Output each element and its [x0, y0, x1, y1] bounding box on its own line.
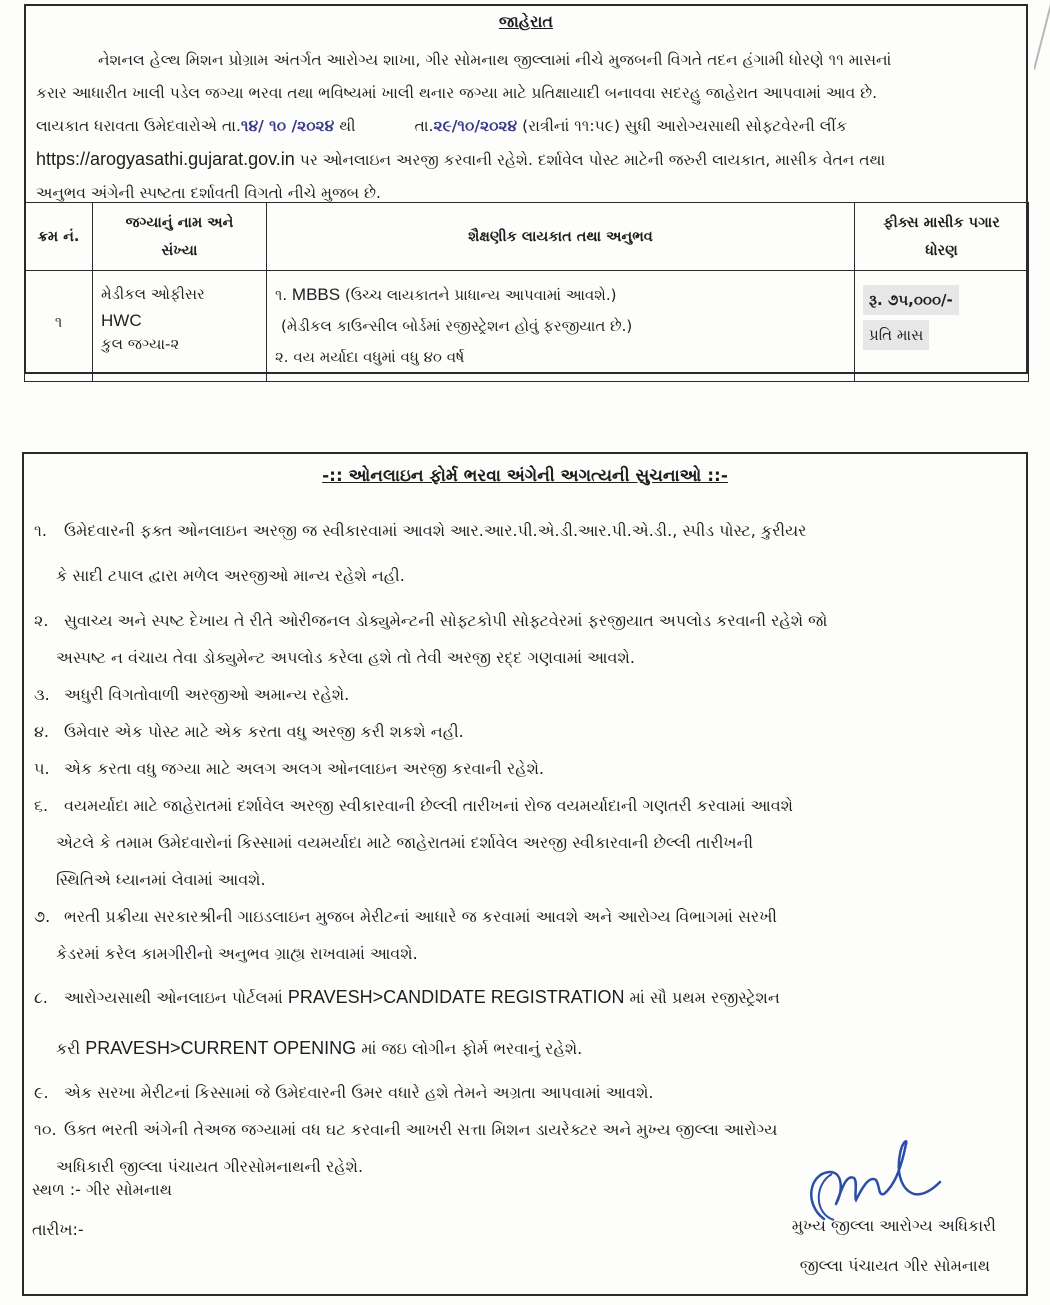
header-pay [855, 203, 1029, 271]
instruction-item [34, 750, 1024, 787]
row-pay [855, 271, 1029, 382]
header-post-line-1: જગ્યાનું નામ અને [125, 214, 234, 231]
instruction-text: એક સરખા મેરીટનાં કિસ્સામાં જે ઉમેદવારની ઉમર વધારે હશે તેમને અગ્રતા આપવામાં આવશે. [64, 1083, 654, 1102]
ad-line-3b: થી [339, 117, 356, 135]
qual-degree: MBBS [291, 285, 341, 304]
instruction-text: એટલે કે તમામ ઉમેદવારોનાં કિસ્સામાં વયમર્યાદા માટે જાહેરાતમાં દર્શાવેલ અરજી સ્વીકારવાની છેલ્લી તારીખની [56, 833, 754, 852]
signature-scribble [784, 1134, 944, 1224]
row-qualification [267, 271, 855, 382]
instruction-item [34, 787, 1024, 898]
instruction-item [34, 602, 1024, 676]
instruction-text: કે સાદી ટપાલ દ્વારા મળેલ અરજીઓ માન્ય રહેશે નહી. [56, 566, 405, 585]
instruction-number: ૬. [34, 796, 49, 815]
instruction-text: ઉક્ત ભરતી અંગેની તેઅજ જગ્યામાં વધ ઘટ કરવાની આખરી સત્તા મિશન ડાયરેક્ટર અને મુખ્ય જીલ્લા આરોગ્ય [64, 1120, 778, 1139]
qual-1-note: (ઉચ્ચ લાયકાતને પ્રાધાન્ય આપવામાં આવશે.) [344, 286, 617, 304]
post-code: HWC [101, 311, 142, 330]
instruction-text: આરોગ્યસાથી ઓનલાઇન પોર્ટલમાં PRAVESH>CANDIDATE REGISTRATION માં સૌ પ્રથમ રજીસ્ટ્રેશન [64, 987, 780, 1007]
instruction-item [34, 508, 1024, 598]
portal-url: https://arogyasathi.gujarat.gov.in [36, 149, 295, 169]
instruction-number: ૨. [34, 611, 49, 630]
row-serial: ૧ [25, 271, 93, 382]
row-post [93, 271, 267, 382]
table-row [25, 271, 1029, 382]
header-qualification: શૈક્ષણીક લાયકાત તથા અનુભવ [267, 203, 855, 271]
instruction-number: ૧. [34, 521, 47, 540]
advertisement-box [24, 4, 1028, 374]
instruction-text: અધિકારી જીલ્લા પંચાયત ગીરસોમનાથની રહેશે. [56, 1157, 364, 1176]
instruction-text: ભરતી પ્રક્રીયા સરકારશ્રીની ગાઇડલાઇન મુજબ મેરીટનાં આધારે જ કરવામાં આવશે અને આરોગ્ય વિભાગમાં સરખી [64, 907, 777, 926]
advertisement-paragraph [36, 44, 1020, 210]
start-date: ૧૪/ ૧૦ /૨૦૨૪ [240, 117, 335, 135]
date-label: તારીખ:- [32, 1220, 84, 1239]
instruction-text: સુવાચ્ય અને સ્પષ્ટ દેખાય તે રીતે ઓરીજનલ ડોક્યુમેન્ટની સોફ્ટકોપી સોફ્ટવેરમાં ફરજીયાત અપલોડ કરવાની રહેશે જો [64, 611, 828, 630]
instruction-text: ઉમેવાર એક પોસ્ટ માટે એક કરતા વધુ અરજી કરી શકશે નહી. [64, 722, 464, 741]
pay-amount: રૂ. ૭૫,૦૦૦/- [863, 285, 959, 315]
instructions-box [22, 452, 1028, 1296]
qual-age-limit: ૨. વય મર્યાદા વધુમાં વધુ ૪૦ વર્ષ [275, 348, 465, 366]
header-post [93, 203, 267, 271]
ad-line-4: પર ઓનલાઇન અરજી કરવાની રહેશે. દર્શાવેલ પોસ્ટ માટેની જરુરી લાયકાત, માસીક વેતન તથા [299, 151, 886, 169]
portal-path-opening: PRAVESH>CURRENT OPENING [85, 1038, 357, 1058]
ad-line-2: કરાર આધારીત ખાલી પડેલ જગ્યા ભરવા તથા ભવિષ્યમાં ખાલી થનાર જગ્યા માટે પ્રતિક્ષાયાદી બનાવવા સદરહુ જાહેરાત આપવામાં આવ છે. [36, 84, 878, 102]
instruction-text: એક કરતા વધુ જગ્યા માટે અલગ અલગ ઓનલાઇન અરજી કરવાની રહેશે. [64, 759, 545, 778]
instruction-text: ઉમેદવારની ફક્ત ઓનલાઇન અરજી જ સ્વીકારવામાં આવશે આર.આર.પી.એ.ડી.આર.પી.એ.ડી., સ્પીડ પોસ્ટ, કુરીયર [64, 521, 807, 540]
ad-line-3d: (રાત્રીનાં ૧૧:૫૯) સુધી આરોગ્યસાથી સોફ્ટવેરની લીંક [522, 117, 847, 135]
instruction-text: અસ્પષ્ટ ન વંચાય તેવા ડોક્યુમેન્ટ અપલોડ કરેલા હશે તો તેવી અરજી રદ્દ ગણવામાં આવશે. [56, 648, 635, 667]
instruction-text: કરી PRAVESH>CURRENT OPENING માં જઇ લોગીન ફોર્મ ભરવાનું રહેશે. [56, 1038, 583, 1058]
instruction-number: ૮. [34, 988, 48, 1007]
ad-line-3a: લાયકાત ધરાવતા ઉમેદવારોએ તા. [36, 117, 241, 135]
place-label: સ્થળ :- ગીર સોમનાથ [32, 1180, 172, 1199]
ad-line-3c: તા. [414, 117, 434, 135]
instruction-item [34, 1074, 1024, 1111]
portal-path-registration: PRAVESH>CANDIDATE REGISTRATION [287, 987, 625, 1007]
instruction-number: ૪. [34, 722, 50, 741]
instruction-number: ૩. [34, 685, 50, 704]
instruction-item [34, 898, 1024, 972]
post-count: કુલ જગ્યા-૨ [101, 335, 180, 353]
instruction-text: કેડરમાં કરેલ કામગીરીનો અનુભવ ગ્રાહ્ય રાખવામાં આવશે. [56, 944, 418, 963]
header-serial: ક્રમ નં. [25, 203, 93, 271]
end-date: ૨૯/૧૦/૨૦૨૪ [433, 117, 518, 135]
ad-line-1: નેશનલ હેલ્થ મિશન પ્રોગ્રામ અંતર્ગત આરોગ્ય શાખા, ગીર સોમનાથ જીલ્લામાં નીચે મુજબની વિગતે તદન હંગામી ધોરણે ૧૧ માસનાં [98, 51, 892, 69]
instruction-text: વયમર્યાદા માટે જાહેરાતમાં દર્શાવેલ અરજી સ્વીકારવાની છેલ્લી તારીખનાં રોજ વયમર્યાદાની ગણતરી કરવામાં આવશે [64, 796, 794, 815]
qual-1-prefix: ૧. [275, 286, 288, 304]
instruction-item [34, 676, 1024, 713]
instructions-list [34, 508, 1024, 1185]
instruction-item [34, 713, 1024, 750]
instruction-text: અધુરી વિગતોવાળી અરજીઓ અમાન્ય રહેશે. [64, 685, 350, 704]
header-post-line-2: સંખ્યા [161, 242, 198, 259]
instruction-number: ૧૦. [34, 1120, 57, 1139]
scan-edge-artifact [1034, 0, 1050, 70]
post-name: મેડીકલ ઓફીસર [101, 285, 205, 303]
instruction-text: સ્થિતિએ ધ્યાનમાં લેવામાં આવશે. [56, 870, 266, 889]
instruction-number: ૭. [34, 907, 51, 926]
instructions-heading: -:: ઓનલાઇન ફોર્મ ભરવા અંગેની અગત્યની સુચનાઓ ::- [322, 466, 728, 486]
instruction-number: ૯. [34, 1083, 49, 1102]
signatory-office: જીલ્લા પંચાયત ગીર સોમનાથ [799, 1256, 990, 1275]
pay-unit: પ્રતિ માસ [863, 320, 929, 350]
header-pay-line-2: ધોરણ [925, 242, 958, 259]
instruction-item [34, 972, 1024, 1074]
instruction-number: ૫. [34, 759, 50, 778]
qual-registration: (મેડીકલ કાઉન્સીલ બોર્ડમાં રજીસ્ટ્રેશન હોવું ફરજીયાત છે.) [281, 317, 633, 335]
signatory-title: મુખ્ય જીલ્લા આરોગ્ય અધિકારી [791, 1216, 996, 1235]
header-pay-line-1: ફીક્સ માસીક પગાર [883, 214, 1000, 231]
table-header-row [25, 203, 1029, 271]
job-table [24, 202, 1029, 382]
advertisement-title: જાહેરાત [499, 12, 553, 31]
ad-line-5: અનુભવ અંગેની સ્પષ્ટતા દર્શાવતી વિગતો નીચે મુજબ છે. [36, 184, 381, 202]
